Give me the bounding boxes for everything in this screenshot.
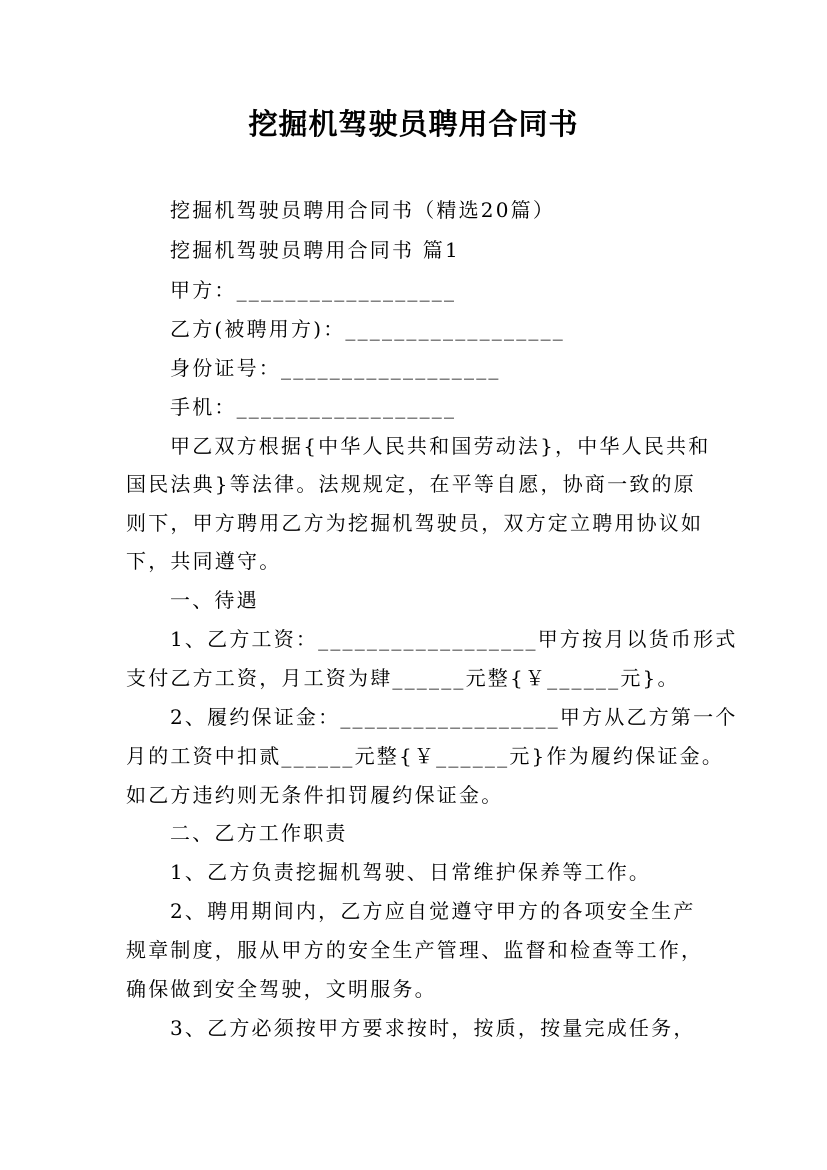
paragraph-line: 下，共同遵守。 (126, 549, 282, 573)
party-a-line: 甲方：__________________ (170, 278, 457, 302)
paragraph-line: 如乙方违约则无条件扣罚履约保证金。 (126, 783, 504, 807)
paragraph-line: 则下，甲方聘用乙方为挖掘机驾驶员，双方定立聘用协议如 (126, 511, 704, 535)
paragraph-line: 国民法典}等法律。法规规定，在平等自愿，协商一致的原 (126, 472, 696, 496)
section-heading: 二、乙方工作职责 (170, 821, 348, 845)
paragraph-line: 2、聘用期间内，乙方应自觉遵守甲方的各项安全生产 (170, 899, 696, 923)
paragraph-line: 1、乙方负责挖掘机驾驶、日常维护保养等工作。 (170, 860, 652, 884)
id-number-line: 身份证号：__________________ (170, 356, 501, 380)
paragraph-line: 1、乙方工资：__________________甲方按月以货币形式 (170, 627, 738, 651)
paragraph-line: 确保做到安全驾驶，文明服务。 (126, 977, 437, 1001)
section-heading-1: 挖掘机驾驶员聘用合同书 篇1 (170, 238, 460, 262)
paragraph-line: 3、乙方必须按甲方要求按时，按质，按量完成任务， (170, 1016, 696, 1040)
paragraph-line: 支付乙方工资，月工资为肆______元整{￥______元}。 (126, 666, 680, 690)
paragraph-line: 甲乙双方根据{中华人民共和国劳动法}，中华人民共和 (170, 434, 711, 458)
phone-line: 手机：__________________ (170, 395, 457, 419)
paragraph-line: 2、履约保证金：__________________甲方从乙方第一个 (170, 705, 738, 729)
party-b-line: 乙方(被聘用方)：__________________ (170, 317, 566, 341)
paragraph-line: 月的工资中扣贰______元整{￥______元}作为履约保证金。 (126, 744, 725, 768)
section-heading: 一、待遇 (170, 588, 259, 612)
paragraph-line: 规章制度，服从甲方的安全生产管理、监督和检查等工作， (126, 938, 704, 962)
document-title: 挖掘机驾驶员聘用合同书 (248, 107, 579, 141)
subtitle-line: 挖掘机驾驶员聘用合同书（精选20篇） (170, 198, 556, 222)
